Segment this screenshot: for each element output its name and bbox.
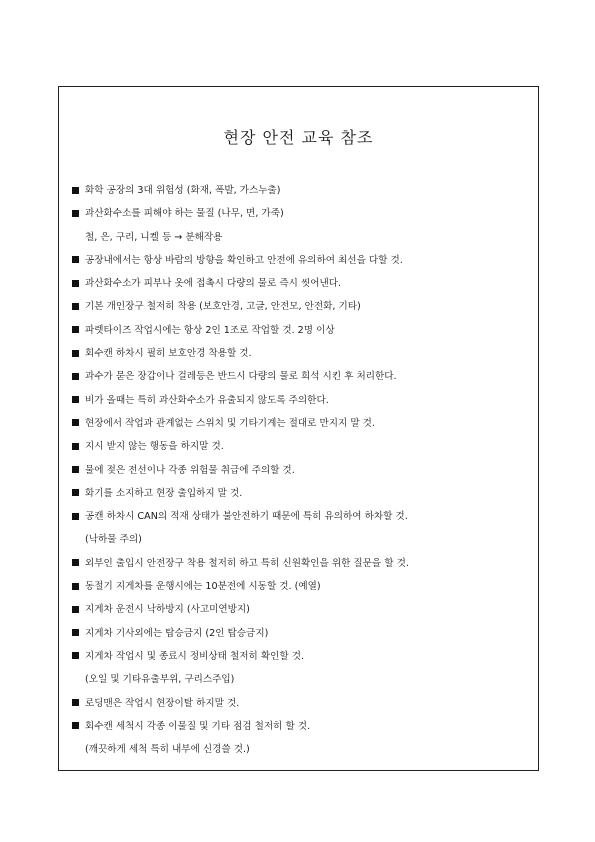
list-item [72, 598, 532, 621]
list-item-text: 동절기 지게차를 운행시에는 10분전에 시동할 것. (예열) [85, 581, 321, 593]
list-item [72, 249, 532, 272]
list-item [72, 342, 532, 365]
list-item-text: 물에 젖은 전선이나 각종 위험물 취급에 주의할 것. [85, 464, 295, 476]
list-item [72, 552, 532, 575]
list-item [72, 435, 532, 458]
document-frame [58, 86, 539, 771]
list-item-text: 외부인 출입시 안전장구 착용 철저히 하고 특히 신원확인을 위한 질문을 할 것. [85, 557, 409, 569]
square-bullet-icon [72, 210, 79, 217]
list-item-text: 공장내에서는 항상 바람의 방향을 확인하고 안전에 유의하여 최선을 다할 것. [85, 254, 403, 266]
square-bullet-icon [72, 419, 79, 426]
safety-list [72, 179, 532, 761]
list-item-text: (오일 및 기타유출부위, 구리스주입) [85, 674, 235, 686]
page-title: 현장 안전 교육 참조 [223, 128, 374, 147]
list-item [72, 319, 532, 342]
square-bullet-icon [72, 513, 79, 520]
square-bullet-icon [72, 629, 79, 636]
list-item-continuation [72, 226, 532, 249]
list-item-text: 로딩맨은 작업시 현장이탈 하지말 것. [85, 697, 240, 709]
list-item [72, 692, 532, 715]
square-bullet-icon [72, 722, 79, 729]
list-item [72, 272, 532, 295]
list-item-text: 화학 공장의 3대 위험성 (화재, 폭발, 가스누출) [85, 185, 281, 196]
list-item-continuation [72, 668, 532, 691]
list-item-text: 화기를 소지하고 현장 출입하지 말 것. [85, 487, 243, 499]
square-bullet-icon [72, 466, 79, 473]
square-bullet-icon [72, 187, 79, 194]
list-item [72, 715, 532, 738]
list-item-text: 파렛타이즈 작업시에는 항상 2인 1조로 작업할 것. 2명 이상 [85, 324, 335, 336]
square-bullet-icon [72, 559, 79, 566]
square-bullet-icon [72, 280, 79, 287]
list-item-text: 현장에서 작업과 관계없는 스위치 및 기타기계는 절대로 만지지 말 것. [85, 417, 375, 429]
square-bullet-icon [72, 256, 79, 263]
list-item-text: 기본 개인장구 철저히 착용 (보호안경, 고글, 안전모, 안전화, 기타) [85, 301, 361, 313]
list-item-text: (낙하물 주의) [85, 534, 142, 546]
square-bullet-icon [72, 396, 79, 403]
list-item [72, 575, 532, 598]
square-bullet-icon [72, 583, 79, 590]
list-item-text: 지게차 기사외에는 탑승금지 (2인 탑승금지) [85, 627, 269, 639]
list-item-text: 비가 올때는 특히 과산화수소가 유출되지 않도록 주의한다. [85, 394, 329, 406]
list-item [72, 482, 532, 505]
list-item [72, 365, 532, 388]
list-item [72, 645, 532, 668]
square-bullet-icon [72, 350, 79, 357]
list-item-text: 지게차 작업시 및 종료시 정비상태 철저히 확인할 것. [85, 650, 305, 662]
list-item-text: 회수캔 하차시 필히 보호안경 착용할 것. [85, 348, 252, 360]
square-bullet-icon [72, 699, 79, 706]
list-item-text: 철, 은, 구리, 니켈 등 → 분해작용 [85, 231, 223, 243]
square-bullet-icon [72, 443, 79, 450]
list-item-continuation [72, 738, 532, 761]
list-item [72, 459, 532, 482]
list-item [72, 412, 532, 435]
list-item-text: 과수가 묻은 장갑이나 걸레등은 반드시 다량의 물로 희석 시킨 후 처리한다. [85, 371, 397, 383]
square-bullet-icon [72, 373, 79, 380]
list-item-text: (깨끗하게 세척 특히 내부에 신경쓸 것.) [85, 744, 250, 756]
square-bullet-icon [72, 652, 79, 659]
list-item-continuation [72, 528, 532, 551]
list-item [72, 389, 532, 412]
list-item-text: 과산화수소가 피부나 옷에 접촉시 다량의 물로 즉시 씻어낸다. [85, 278, 342, 290]
list-item-text: 지게차 운전시 낙하방지 (사고미연방지) [85, 604, 250, 616]
square-bullet-icon [72, 303, 79, 310]
list-item-text: 지시 받지 않는 행동을 하지말 것. [85, 441, 224, 453]
square-bullet-icon [72, 489, 79, 496]
list-item [72, 295, 532, 318]
square-bullet-icon [72, 606, 79, 613]
list-item-text: 과산화수소를 피해야 하는 물질 (나무, 면, 가죽) [85, 208, 284, 220]
list-item [72, 622, 532, 645]
list-item-text: 회수캔 세척시 각종 이물질 및 기타 점검 철저히 할 것. [85, 720, 311, 732]
list-item [72, 505, 532, 528]
list-item-text: 공캔 하차시 CAN의 적재 상태가 불안전하기 때문에 특히 유의하여 하차할 것. [85, 511, 408, 523]
list-item [72, 179, 532, 202]
square-bullet-icon [72, 326, 79, 333]
list-item [72, 202, 532, 225]
